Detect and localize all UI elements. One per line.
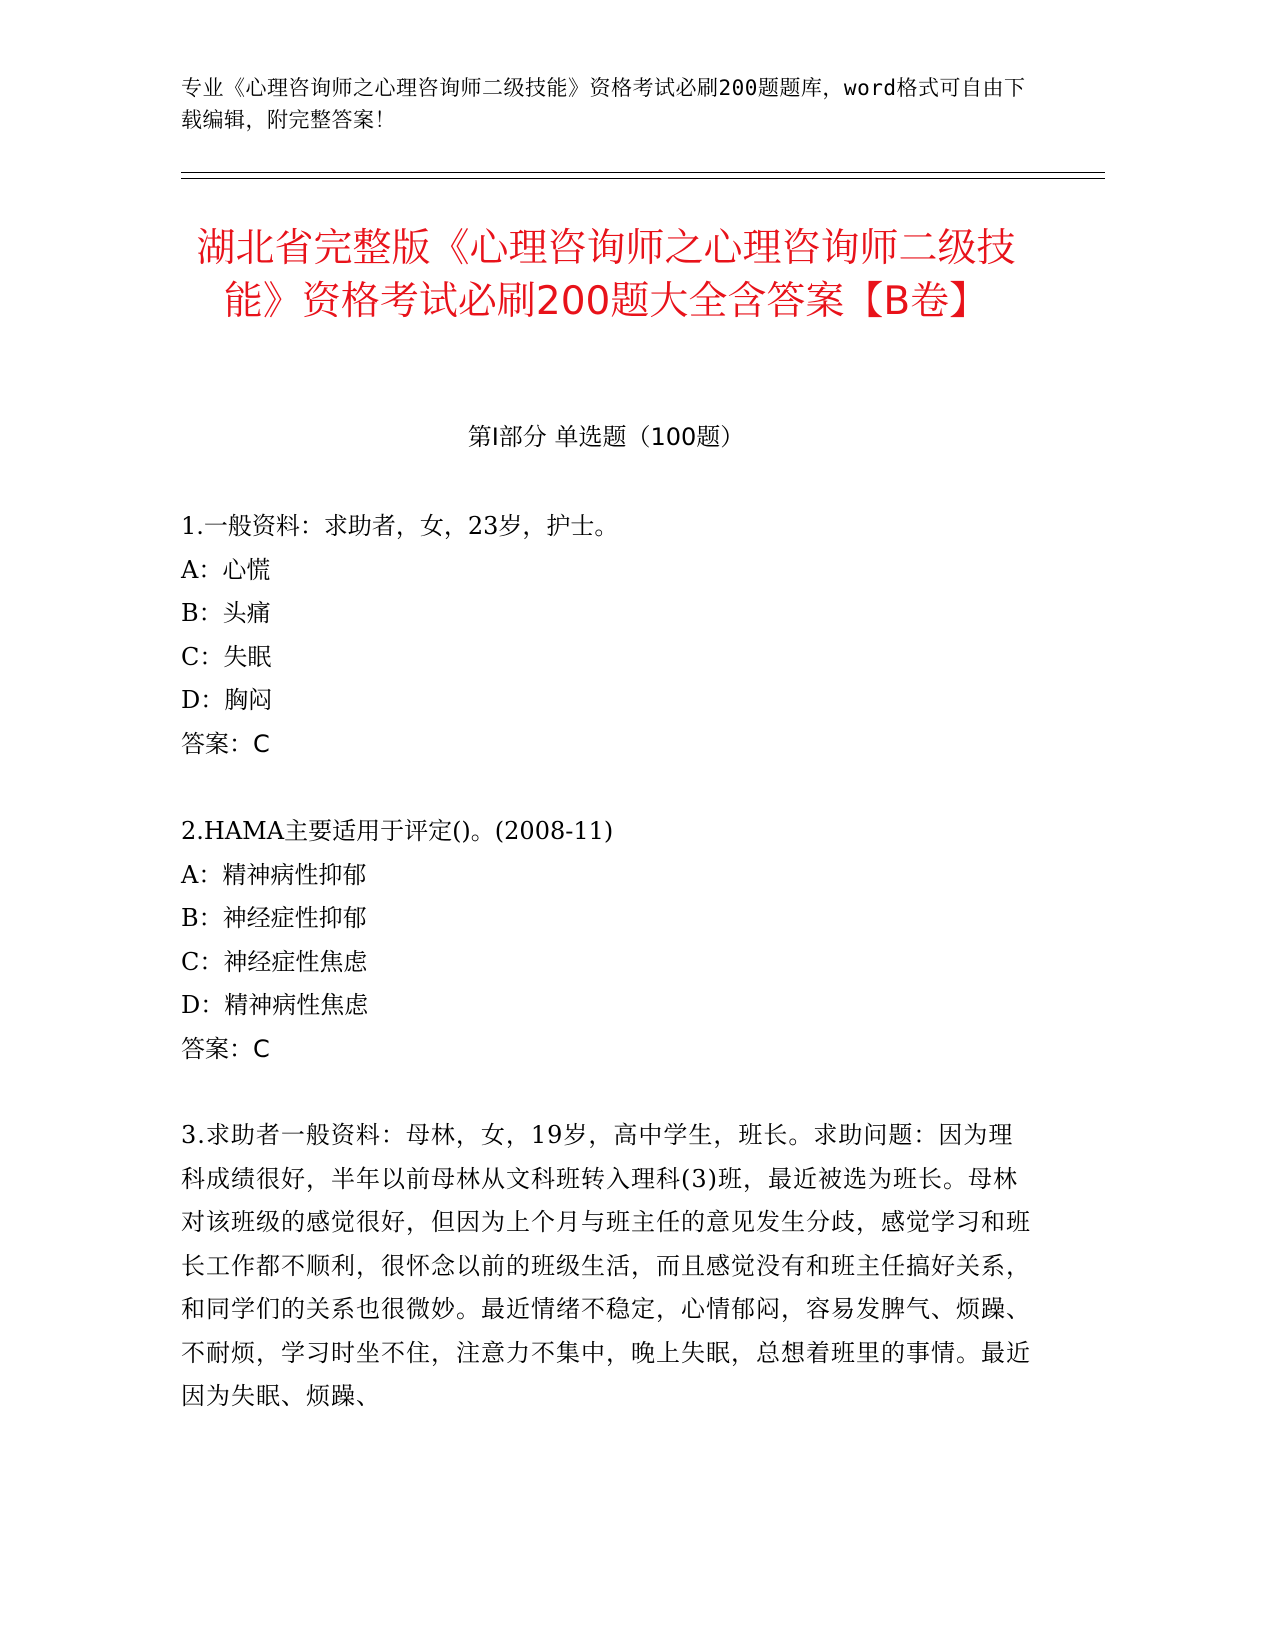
answer: 答案：C (181, 1034, 270, 1063)
question-stem: 2.HAMA主要适用于评定()。(2008-11) (181, 817, 614, 845)
option-b: B：神经症性抑郁 (181, 904, 367, 932)
option-d: D：精神病性焦虑 (181, 991, 369, 1019)
header-divider-double (181, 178, 1105, 179)
header-note: 专业《心理咨询师之心理咨询师二级技能》资格考试必刷200题题库，word格式可自由下载编辑，附完整答案！ (181, 76, 1026, 132)
option-a: A：心慌 (181, 555, 271, 584)
section-heading: 第Ⅰ部分 单选题（100题） (467, 423, 745, 451)
question-stem: 3.求助者一般资料：母林，女，19岁，高中学生，班长。求助问题：因为理科成绩很好，半年以前母林从文科班转入理科(3)班，最近被选为班长。母林对该班级的感觉很好，但因为上个月与班主任的意见发生分歧，感觉学习和班长工作都不顺利，很怀念以前的班级生活，而且感觉没有和班主任搞好关系，和同学们的关系也很微妙。最近情绪不稳定，心情郁闷，容易发脾气、烦躁、不耐烦，学习时坐不住，注意力不集中，晚上失眠，总想着班里的事情。最近因为失眠、烦躁、 (181, 1121, 1031, 1410)
option-b: B：头痛 (181, 599, 271, 627)
document-title: 湖北省完整版《心理咨询师之心理咨询师二级技能》资格考试必刷200题大全含答案【B卷】 (196, 226, 1016, 324)
question-stem: 1.一般资料：求助者，女，23岁，护士。 (181, 512, 619, 540)
option-d: D：胸闷 (181, 686, 273, 714)
option-a: A：精神病性抑郁 (181, 860, 367, 889)
option-c: C：失眠 (181, 642, 272, 671)
header-divider (181, 172, 1105, 173)
option-c: C：神经症性焦虑 (181, 947, 368, 976)
question-2 (181, 810, 1031, 1071)
answer: 答案：C (181, 729, 270, 758)
question-1 (181, 505, 1031, 766)
question-3 (181, 1114, 1031, 1419)
